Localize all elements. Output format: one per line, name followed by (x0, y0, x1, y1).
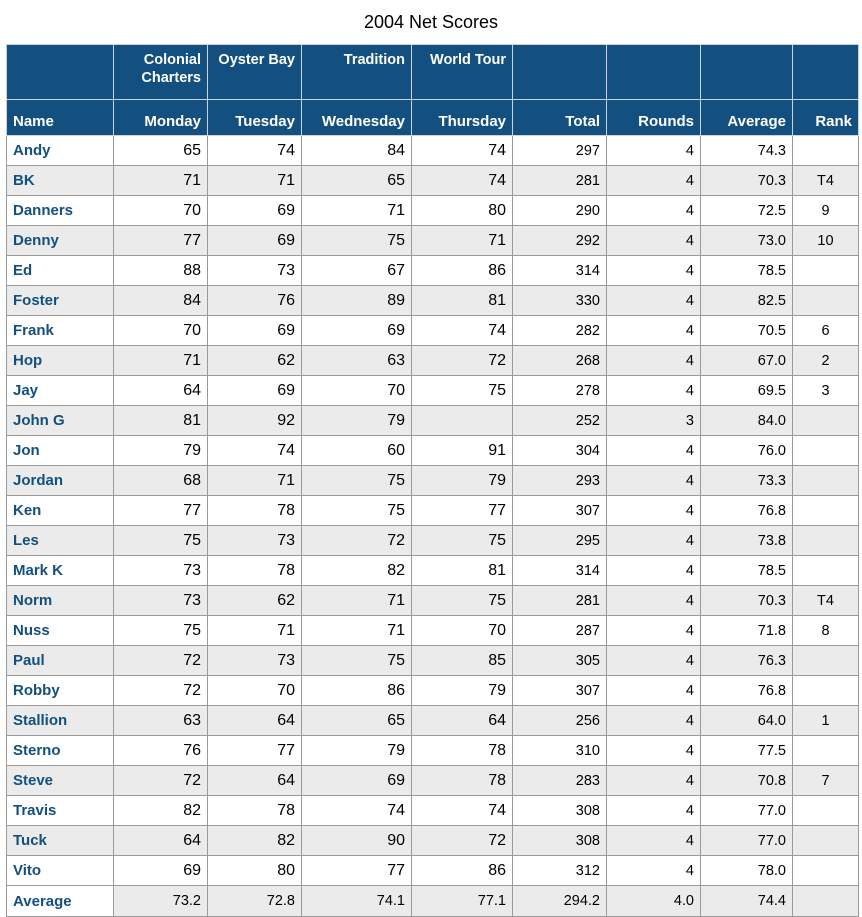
score-thursday: 74 (412, 166, 513, 196)
score-average: 76.8 (701, 676, 793, 706)
player-rank (793, 856, 859, 886)
table-row (7, 256, 859, 286)
table-row (7, 286, 859, 316)
average-rounds: 4.0 (607, 886, 701, 917)
score-monday: 70 (114, 196, 208, 226)
table-row (7, 376, 859, 406)
score-monday: 70 (114, 316, 208, 346)
score-thursday: 74 (412, 796, 513, 826)
score-average: 82.5 (701, 286, 793, 316)
score-tuesday: 74 (208, 436, 302, 466)
player-name: Danners (7, 196, 114, 226)
score-wednesday: 65 (302, 706, 412, 736)
average-tuesday: 72.8 (208, 886, 302, 917)
column-header-row (7, 100, 859, 136)
score-total: 310 (513, 736, 607, 766)
score-wednesday: 71 (302, 616, 412, 646)
score-average: 69.5 (701, 376, 793, 406)
player-name: Sterno (7, 736, 114, 766)
score-thursday: 75 (412, 586, 513, 616)
score-tuesday: 71 (208, 616, 302, 646)
score-average: 78.5 (701, 556, 793, 586)
rounds-played: 4 (607, 196, 701, 226)
score-total: 314 (513, 556, 607, 586)
score-wednesday: 75 (302, 496, 412, 526)
score-total: 307 (513, 496, 607, 526)
score-tuesday: 69 (208, 316, 302, 346)
score-tuesday: 78 (208, 496, 302, 526)
score-tuesday: 70 (208, 676, 302, 706)
score-tuesday: 77 (208, 736, 302, 766)
score-wednesday: 63 (302, 346, 412, 376)
score-total: 292 (513, 226, 607, 256)
score-wednesday: 79 (302, 736, 412, 766)
table-row (7, 586, 859, 616)
rounds-played: 4 (607, 436, 701, 466)
table-row (7, 676, 859, 706)
score-total: 330 (513, 286, 607, 316)
score-average: 71.8 (701, 616, 793, 646)
score-total: 308 (513, 796, 607, 826)
score-tuesday: 78 (208, 796, 302, 826)
score-monday: 72 (114, 676, 208, 706)
player-rank: 2 (793, 346, 859, 376)
player-name: Stallion (7, 706, 114, 736)
score-wednesday: 67 (302, 256, 412, 286)
average-average: 74.4 (701, 886, 793, 917)
table-row (7, 736, 859, 766)
course-header-monday: Colonial Charters (114, 45, 208, 100)
column-header-total: Total (513, 100, 607, 136)
score-total: 297 (513, 136, 607, 166)
player-name: Denny (7, 226, 114, 256)
score-tuesday: 73 (208, 646, 302, 676)
score-thursday: 72 (412, 826, 513, 856)
score-tuesday: 74 (208, 136, 302, 166)
score-monday: 71 (114, 346, 208, 376)
rounds-played: 4 (607, 706, 701, 736)
score-total: 307 (513, 676, 607, 706)
rounds-played: 4 (607, 226, 701, 256)
score-wednesday: 75 (302, 466, 412, 496)
table-footer (7, 886, 859, 917)
rounds-played: 4 (607, 766, 701, 796)
player-rank (793, 826, 859, 856)
score-average: 78.5 (701, 256, 793, 286)
table-row (7, 526, 859, 556)
rounds-played: 3 (607, 406, 701, 436)
player-rank (793, 556, 859, 586)
score-thursday: 74 (412, 136, 513, 166)
player-name: Jon (7, 436, 114, 466)
rounds-played: 4 (607, 136, 701, 166)
course-header-thursday: World Tour (412, 45, 513, 100)
player-rank: 7 (793, 766, 859, 796)
score-tuesday: 73 (208, 526, 302, 556)
player-rank (793, 406, 859, 436)
score-tuesday: 71 (208, 166, 302, 196)
player-rank (793, 136, 859, 166)
player-name: Vito (7, 856, 114, 886)
score-thursday: 86 (412, 856, 513, 886)
score-total: 293 (513, 466, 607, 496)
table-row (7, 706, 859, 736)
rounds-played: 4 (607, 616, 701, 646)
score-wednesday: 75 (302, 646, 412, 676)
average-thursday: 77.1 (412, 886, 513, 917)
score-average: 77.0 (701, 796, 793, 826)
player-rank (793, 436, 859, 466)
table-row (7, 496, 859, 526)
score-monday: 77 (114, 496, 208, 526)
average-monday: 73.2 (114, 886, 208, 917)
player-rank: T4 (793, 166, 859, 196)
player-name: Nuss (7, 616, 114, 646)
table-row (7, 826, 859, 856)
table-row (7, 766, 859, 796)
average-total: 294.2 (513, 886, 607, 917)
table-row (7, 616, 859, 646)
score-monday: 79 (114, 436, 208, 466)
player-rank: 9 (793, 196, 859, 226)
column-header-average: Average (701, 100, 793, 136)
score-monday: 63 (114, 706, 208, 736)
score-monday: 82 (114, 796, 208, 826)
table-row (7, 646, 859, 676)
score-wednesday: 82 (302, 556, 412, 586)
score-average: 78.0 (701, 856, 793, 886)
score-monday: 65 (114, 136, 208, 166)
player-name: Norm (7, 586, 114, 616)
score-wednesday: 90 (302, 826, 412, 856)
player-rank (793, 496, 859, 526)
score-total: 287 (513, 616, 607, 646)
score-monday: 77 (114, 226, 208, 256)
score-thursday: 79 (412, 676, 513, 706)
table-row (7, 346, 859, 376)
score-monday: 73 (114, 556, 208, 586)
rounds-played: 4 (607, 826, 701, 856)
player-rank: 8 (793, 616, 859, 646)
score-tuesday: 92 (208, 406, 302, 436)
score-average: 73.8 (701, 526, 793, 556)
score-thursday: 78 (412, 736, 513, 766)
score-monday: 73 (114, 586, 208, 616)
table-row (7, 436, 859, 466)
score-thursday: 71 (412, 226, 513, 256)
course-header-rounds (607, 45, 701, 100)
course-header-rank (793, 45, 859, 100)
course-header-name (7, 45, 114, 100)
course-header-total (513, 45, 607, 100)
score-wednesday: 72 (302, 526, 412, 556)
score-total: 281 (513, 586, 607, 616)
score-thursday: 91 (412, 436, 513, 466)
rounds-played: 4 (607, 316, 701, 346)
score-tuesday: 64 (208, 766, 302, 796)
score-total: 312 (513, 856, 607, 886)
score-thursday: 81 (412, 286, 513, 316)
score-average: 84.0 (701, 406, 793, 436)
score-average: 77.0 (701, 826, 793, 856)
player-rank: 10 (793, 226, 859, 256)
rounds-played: 4 (607, 466, 701, 496)
average-label: Average (7, 886, 114, 917)
score-monday: 64 (114, 376, 208, 406)
score-average: 77.5 (701, 736, 793, 766)
column-header-wednesday: Wednesday (302, 100, 412, 136)
score-wednesday: 77 (302, 856, 412, 886)
score-thursday: 86 (412, 256, 513, 286)
score-thursday: 75 (412, 376, 513, 406)
course-header-wednesday: Tradition (302, 45, 412, 100)
player-name: Mark K (7, 556, 114, 586)
player-rank (793, 676, 859, 706)
score-wednesday: 86 (302, 676, 412, 706)
score-total: 314 (513, 256, 607, 286)
score-tuesday: 69 (208, 226, 302, 256)
score-total: 283 (513, 766, 607, 796)
score-monday: 72 (114, 766, 208, 796)
rounds-played: 4 (607, 856, 701, 886)
rounds-played: 4 (607, 256, 701, 286)
score-tuesday: 64 (208, 706, 302, 736)
score-average: 70.5 (701, 316, 793, 346)
table-row (7, 466, 859, 496)
score-thursday: 72 (412, 346, 513, 376)
player-rank (793, 736, 859, 766)
score-monday: 69 (114, 856, 208, 886)
score-total: 308 (513, 826, 607, 856)
player-rank (793, 256, 859, 286)
average-row (7, 886, 859, 917)
score-total: 290 (513, 196, 607, 226)
player-rank (793, 526, 859, 556)
score-average: 74.3 (701, 136, 793, 166)
scores-table (6, 44, 859, 917)
rounds-played: 4 (607, 586, 701, 616)
score-total: 268 (513, 346, 607, 376)
score-wednesday: 65 (302, 166, 412, 196)
column-header-rounds: Rounds (607, 100, 701, 136)
player-name: Robby (7, 676, 114, 706)
course-header-tuesday: Oyster Bay (208, 45, 302, 100)
score-average: 73.3 (701, 466, 793, 496)
rounds-played: 4 (607, 376, 701, 406)
score-thursday: 75 (412, 526, 513, 556)
score-tuesday: 73 (208, 256, 302, 286)
table-header (7, 45, 859, 136)
table-row (7, 316, 859, 346)
score-average: 76.0 (701, 436, 793, 466)
player-rank: 3 (793, 376, 859, 406)
player-name: BK (7, 166, 114, 196)
player-name: John G (7, 406, 114, 436)
player-name: Ed (7, 256, 114, 286)
score-tuesday: 76 (208, 286, 302, 316)
score-wednesday: 71 (302, 196, 412, 226)
player-rank: T4 (793, 586, 859, 616)
player-name: Steve (7, 766, 114, 796)
player-rank (793, 796, 859, 826)
score-monday: 72 (114, 646, 208, 676)
score-total: 252 (513, 406, 607, 436)
score-average: 70.3 (701, 586, 793, 616)
score-total: 295 (513, 526, 607, 556)
score-tuesday: 71 (208, 466, 302, 496)
score-wednesday: 71 (302, 586, 412, 616)
table-row (7, 856, 859, 886)
rounds-played: 4 (607, 526, 701, 556)
score-average: 67.0 (701, 346, 793, 376)
table-row (7, 556, 859, 586)
score-thursday: 85 (412, 646, 513, 676)
score-monday: 75 (114, 616, 208, 646)
player-name: Les (7, 526, 114, 556)
score-thursday (412, 406, 513, 436)
player-name: Frank (7, 316, 114, 346)
rounds-played: 4 (607, 496, 701, 526)
player-name: Foster (7, 286, 114, 316)
score-average: 70.3 (701, 166, 793, 196)
score-thursday: 79 (412, 466, 513, 496)
rounds-played: 4 (607, 646, 701, 676)
page-title: 2004 Net Scores (363, 12, 499, 32)
score-average: 76.3 (701, 646, 793, 676)
score-total: 305 (513, 646, 607, 676)
player-rank (793, 286, 859, 316)
player-rank (793, 646, 859, 676)
score-wednesday: 79 (302, 406, 412, 436)
player-name: Andy (7, 136, 114, 166)
column-header-thursday: Thursday (412, 100, 513, 136)
column-header-tuesday: Tuesday (208, 100, 302, 136)
score-thursday: 80 (412, 196, 513, 226)
score-tuesday: 82 (208, 826, 302, 856)
score-monday: 84 (114, 286, 208, 316)
score-thursday: 74 (412, 316, 513, 346)
rounds-played: 4 (607, 166, 701, 196)
column-header-monday: Monday (114, 100, 208, 136)
table-row (7, 136, 859, 166)
score-tuesday: 62 (208, 346, 302, 376)
score-thursday: 78 (412, 766, 513, 796)
column-header-name: Name (7, 100, 114, 136)
player-name: Jordan (7, 466, 114, 496)
average-wednesday: 74.1 (302, 886, 412, 917)
player-name: Jay (7, 376, 114, 406)
score-thursday: 77 (412, 496, 513, 526)
score-wednesday: 89 (302, 286, 412, 316)
score-average: 64.0 (701, 706, 793, 736)
score-thursday: 70 (412, 616, 513, 646)
course-header-row (7, 45, 859, 100)
score-monday: 75 (114, 526, 208, 556)
score-wednesday: 69 (302, 316, 412, 346)
score-tuesday: 78 (208, 556, 302, 586)
score-wednesday: 74 (302, 796, 412, 826)
score-average: 72.5 (701, 196, 793, 226)
average-rank (793, 886, 859, 917)
player-rank (793, 466, 859, 496)
score-tuesday: 62 (208, 586, 302, 616)
score-average: 73.0 (701, 226, 793, 256)
score-total: 256 (513, 706, 607, 736)
column-header-rank: Rank (793, 100, 859, 136)
score-total: 278 (513, 376, 607, 406)
table-row (7, 796, 859, 826)
score-monday: 76 (114, 736, 208, 766)
rounds-played: 4 (607, 286, 701, 316)
player-name: Hop (7, 346, 114, 376)
score-total: 282 (513, 316, 607, 346)
rounds-played: 4 (607, 556, 701, 586)
rounds-played: 4 (607, 796, 701, 826)
score-average: 76.8 (701, 496, 793, 526)
score-total: 304 (513, 436, 607, 466)
score-monday: 81 (114, 406, 208, 436)
score-monday: 64 (114, 826, 208, 856)
score-average: 70.8 (701, 766, 793, 796)
player-name: Paul (7, 646, 114, 676)
rounds-played: 4 (607, 676, 701, 706)
score-thursday: 81 (412, 556, 513, 586)
score-tuesday: 80 (208, 856, 302, 886)
player-name: Travis (7, 796, 114, 826)
table-row (7, 196, 859, 226)
score-wednesday: 69 (302, 766, 412, 796)
score-wednesday: 70 (302, 376, 412, 406)
score-tuesday: 69 (208, 376, 302, 406)
table-row (7, 166, 859, 196)
score-tuesday: 69 (208, 196, 302, 226)
score-wednesday: 84 (302, 136, 412, 166)
table-row (7, 226, 859, 256)
score-thursday: 64 (412, 706, 513, 736)
player-name: Tuck (7, 826, 114, 856)
player-rank: 6 (793, 316, 859, 346)
score-monday: 68 (114, 466, 208, 496)
score-total: 281 (513, 166, 607, 196)
rounds-played: 4 (607, 736, 701, 766)
score-wednesday: 60 (302, 436, 412, 466)
rounds-played: 4 (607, 346, 701, 376)
player-name: Ken (7, 496, 114, 526)
score-monday: 88 (114, 256, 208, 286)
score-wednesday: 75 (302, 226, 412, 256)
score-monday: 71 (114, 166, 208, 196)
course-header-average (701, 45, 793, 100)
player-rank: 1 (793, 706, 859, 736)
table-row (7, 406, 859, 436)
table-body (7, 136, 859, 886)
